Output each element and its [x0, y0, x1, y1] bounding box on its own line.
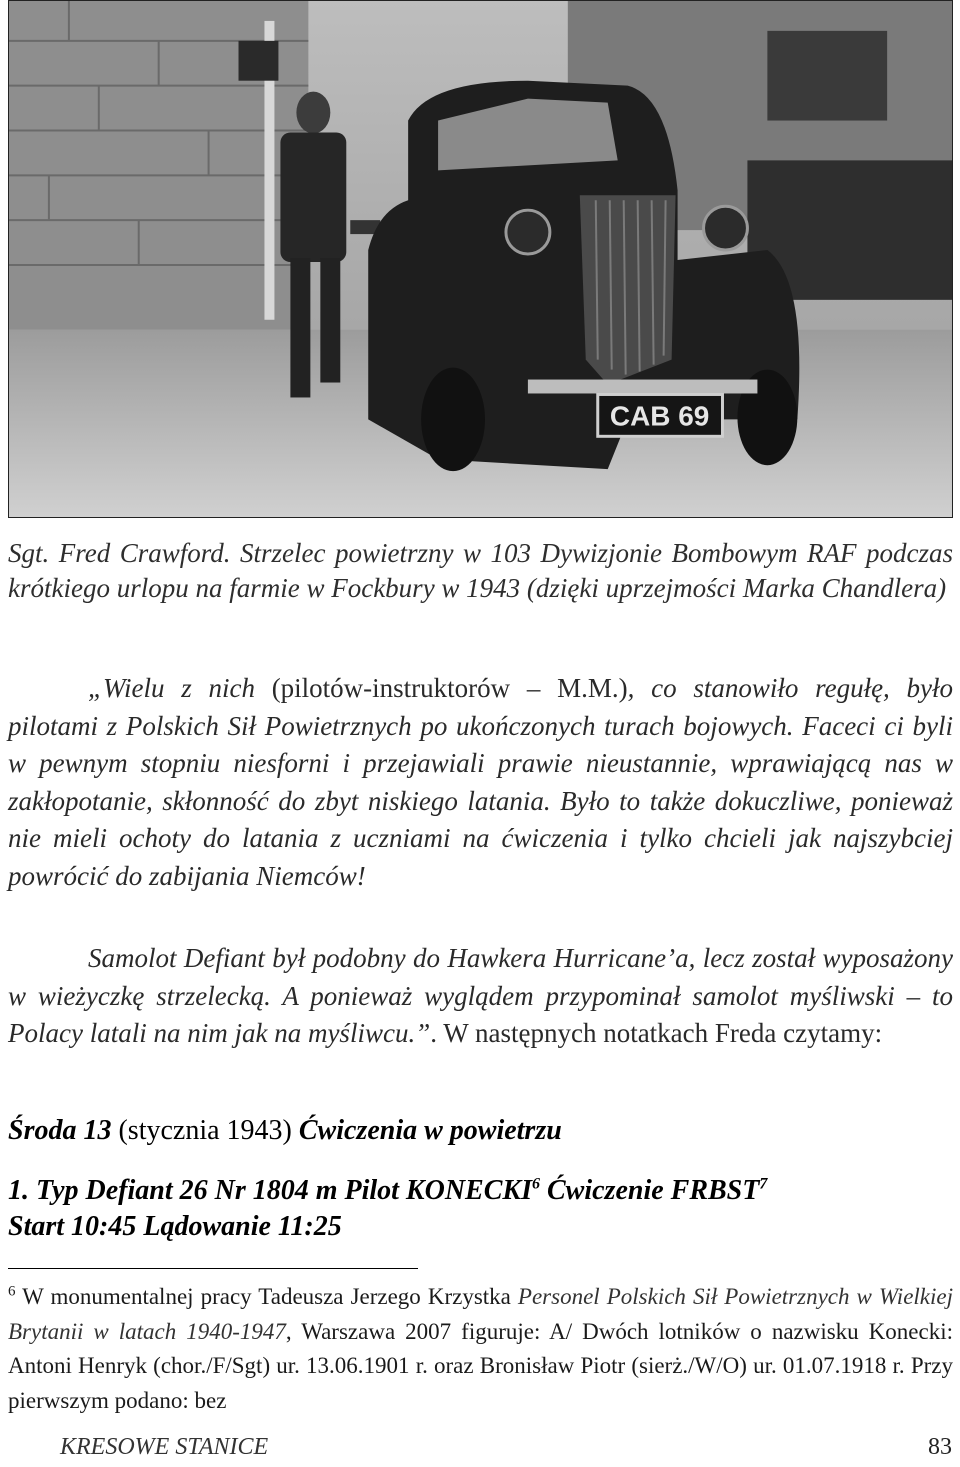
quote-paragraph-2	[8, 940, 953, 1053]
footnote-ref-6[interactable]: 6	[531, 1175, 540, 1193]
license-plate-text: CAB 69	[609, 400, 710, 432]
logbook-exercise-title: Ćwiczenia w powietrzu	[298, 1115, 562, 1146]
photo-caption: Sgt. Fred Crawford. Strzelec powietrzny w 103 Dywizjonie Bombowym RAF podczas krótkiego urlopu na farmie w Fockbury w 1943 (dzięki uprzejmości Marka Chandlera)	[8, 538, 953, 603]
footnote-6	[8, 1280, 953, 1418]
logbook-date-heading	[8, 1113, 953, 1149]
editor-note: (pilotów-instruktorów – M.M.)	[271, 673, 628, 703]
footnote-book-title: Personel Polskich Sił Powietrznych w Wielkiej Brytanii w latach 1940-1947	[8, 1284, 953, 1344]
logbook-flight-entry	[8, 1173, 953, 1245]
photo-illustration	[9, 1, 952, 517]
footnote-text-c: , Warszawa 2007 figuruje: A/ Dwóch lotników o nazwisku Konecki: Antoni Henryk (chor./F/Sgt) ur. 13.06.1901 r. oraz Bronisław Piotr (sierż./W/O) ur. 01.07.1918 r. Przy pierwszym podano: bez	[8, 1318, 953, 1413]
logbook-day: Środa 13	[8, 1115, 112, 1146]
logbook-date: (stycznia 1943)	[111, 1115, 299, 1146]
quote-body-2: Samolot Defiant był podobny do Hawkera Hurricane’a, lecz został wyposażony w wieżyczkę strzelecką. A ponieważ wyglądem przypominał samolot myśliwski – to Polacy latali na nim jak na myśliwcu.”	[8, 943, 953, 1048]
footnote-text-a: W monumentalnej pracy Tadeusza Jerzego Krzystka	[15, 1284, 518, 1309]
quote-paragraph-1	[8, 670, 953, 895]
quote-body: , co stanowiło regułę, było pilotami z Polskich Sił Powietrznych po ukończonych turach bojowych. Faceci ci byli w pewnym stopniu niesforni i przejawiali prawie nieustannie, wprawiającą nas w zakłopotanie, skłonność do zbyt niskiego latania. Było to także dokuczliwe, ponieważ nie mieli ochoty do latania z uczniami na ćwiczenia i tylko chcieli jak najszybciej powrócić do zabijania Niemców!	[8, 673, 954, 891]
page-number: 83	[928, 1434, 952, 1460]
footnote-number: 6	[8, 1283, 16, 1300]
flight-exercise: Ćwiczenie FRBST	[539, 1175, 760, 1206]
running-footer-title: KRESOWE STANICE	[60, 1434, 269, 1460]
narrative-text: . W następnych notatkach Freda czytamy:	[430, 1018, 883, 1048]
footnote-divider	[8, 1268, 418, 1269]
flight-times: Start 10:45 Lądowanie 11:25	[8, 1211, 342, 1242]
photo-airman-with-car	[8, 0, 953, 518]
flight-line-1: 1. Typ Defiant 26 Nr 1804 m Pilot KONECKI	[8, 1175, 532, 1206]
quote-open: „Wielu z nich	[88, 673, 272, 703]
footnote-ref-7[interactable]: 7	[759, 1175, 768, 1193]
